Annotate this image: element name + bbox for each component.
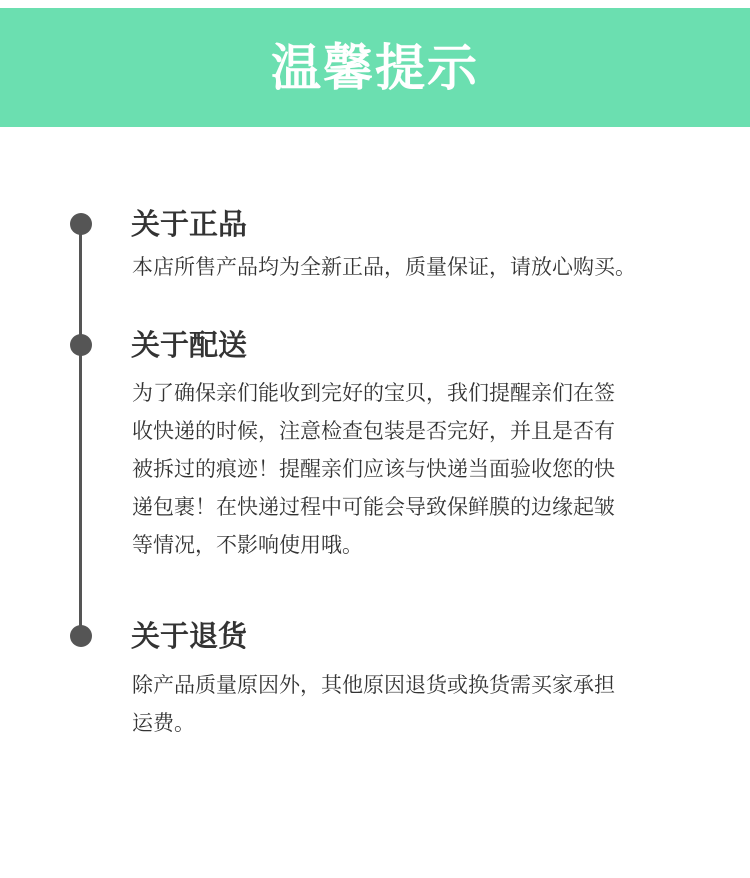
body-line: 本店所售产品均为全新正品，质量保证，请放心购买。 (132, 255, 636, 279)
body-line: 等情况，不影响使用哦。 (132, 533, 363, 557)
section-title-authentic: 关于正品 (131, 207, 248, 241)
timeline-line (79, 224, 82, 636)
page-title: 温馨提示 (271, 38, 479, 97)
section-body-delivery (132, 374, 692, 564)
timeline-dot (70, 213, 92, 235)
section-title-returns: 关于退货 (131, 619, 248, 653)
section-title-delivery: 关于配送 (131, 328, 248, 362)
body-line: 收快递的时候，注意检查包装是否完好，并且是否有 (132, 419, 615, 443)
body-line: 被拆过的痕迹！提醒亲们应该与快递当面验收您的快 (132, 457, 615, 481)
header-banner (0, 8, 750, 127)
body-line: 为了确保亲们能收到完好的宝贝，我们提醒亲们在签 (132, 381, 615, 405)
section-body-authentic (132, 248, 692, 286)
timeline-dot (70, 334, 92, 356)
body-line: 运费。 (132, 711, 195, 735)
section-body-returns (132, 666, 692, 742)
body-line: 递包裹！在快递过程中可能会导致保鲜膜的边缘起皱 (132, 495, 615, 519)
timeline-dot (70, 625, 92, 647)
body-line: 除产品质量原因外，其他原因退货或换货需买家承担 (132, 673, 615, 697)
